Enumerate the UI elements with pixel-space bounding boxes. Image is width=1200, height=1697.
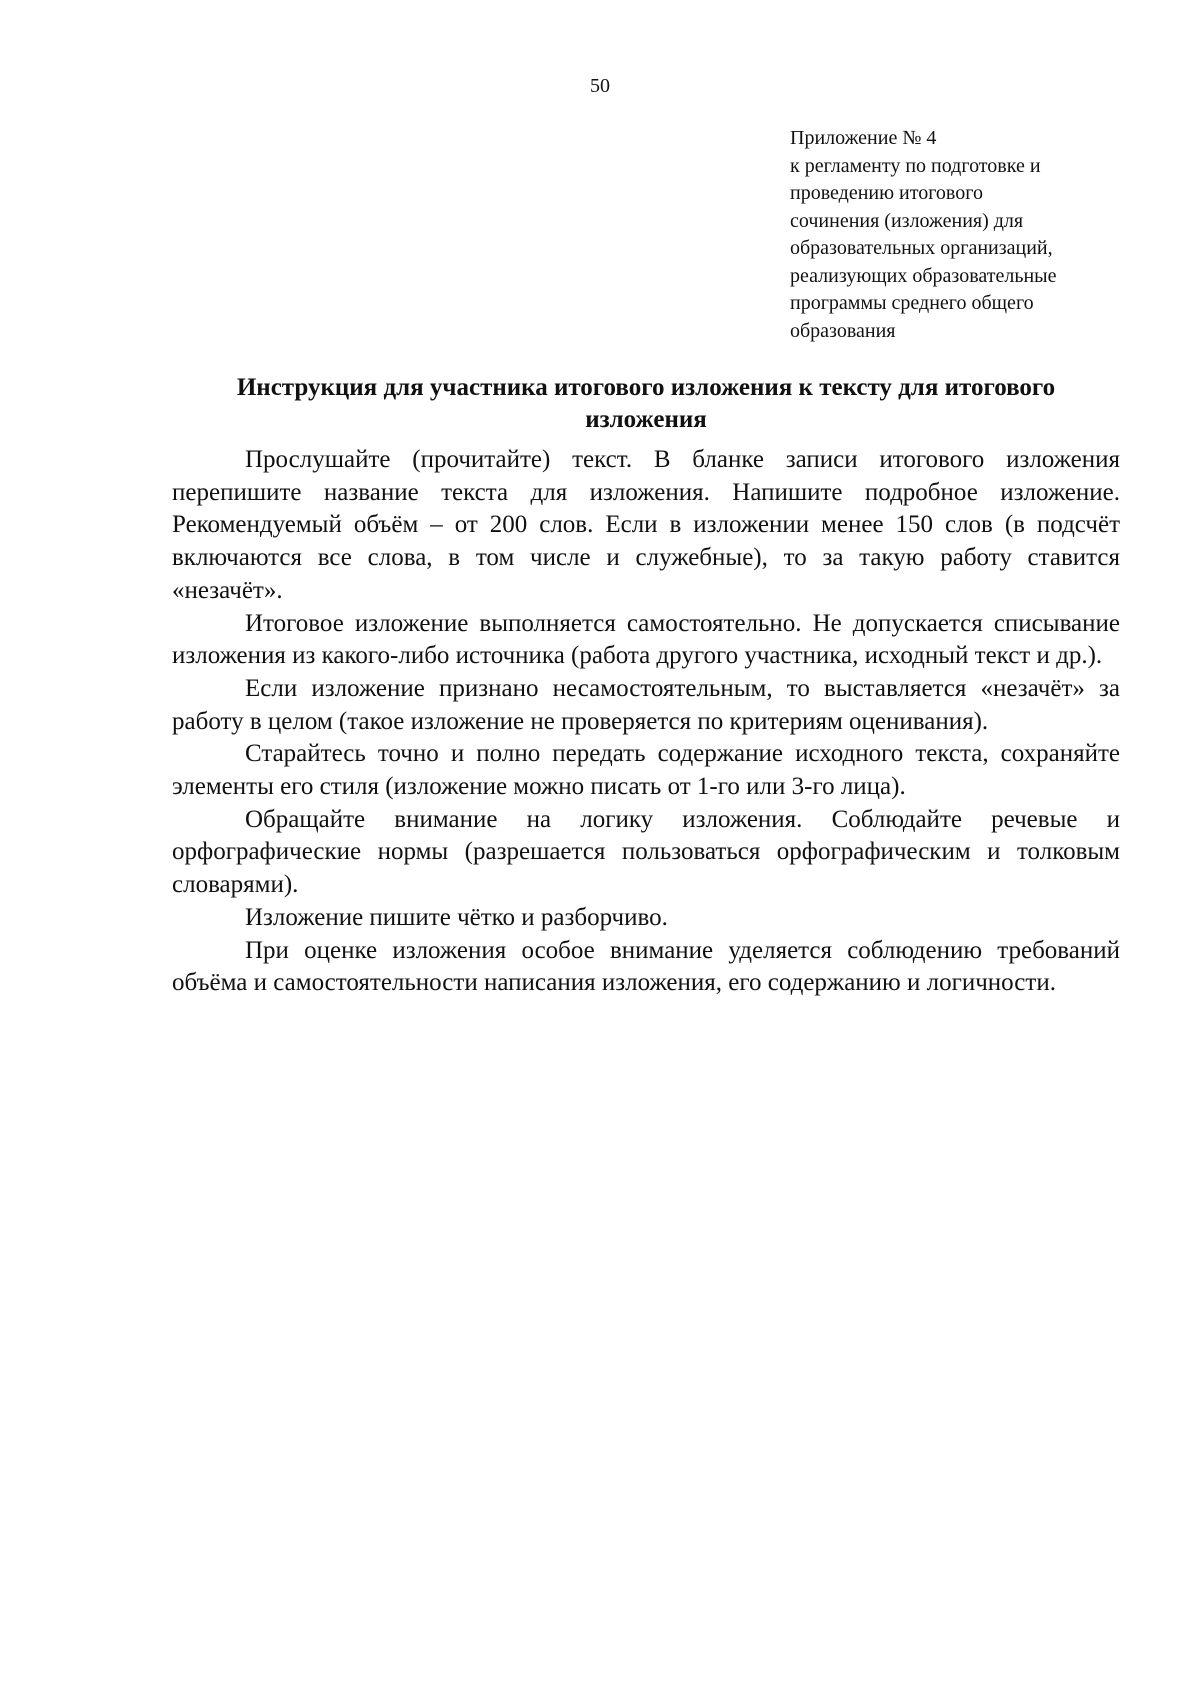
appendix-line: образовательных организаций, [790, 237, 1053, 259]
paragraph: Прослушайте (прочитайте) текст. В бланке записи итогового изложения перепишите название текста для изложения. Напишите подробное изложение. Рекомендуемый объём – от 200 слов. Если в изложении менее 150 слов (в подсчёт включаются все слова, в том числе и служебные), то за такую работу ставится «незачёт». [172, 446, 1120, 604]
appendix-line: образования [790, 319, 896, 342]
appendix-line: к регламенту по подготовке и [790, 154, 1041, 177]
paragraph: При оценке изложения особое внимание уделяется соблюдению требований объёма и самостоятельности написания изложения, его содержанию и логичности. [172, 936, 1120, 997]
instruction-body [172, 444, 1120, 1000]
paragraph: Если изложение признано несамостоятельным, то выставляется «незачёт» за работу в целом (такое изложение не проверяется по критериям оценивания). [172, 674, 1120, 735]
page-number: 50 [590, 75, 610, 97]
paragraph: Обращайте внимание на логику изложения. Соблюдайте речевые и орфографические нормы (разрешается пользоваться орфографическим и толковым словарями). [172, 805, 1120, 899]
appendix-line: программы среднего общего [790, 292, 1034, 314]
paragraph: Итоговое изложение выполняется самостоятельно. Не допускается списывание изложения из какого-либо источника (работа другого участника, исходный текст и др.). [172, 609, 1120, 670]
paragraph: Изложение пишите чётко и разборчиво. [245, 903, 668, 931]
appendix-line: Приложение № 4 [790, 127, 937, 149]
appendix-line: реализующих образовательные [790, 264, 1057, 287]
paragraph: Старайтесь точно и полно передать содержание исходного текста, сохраняйте элементы его стиля (изложение можно писать от 1-го или 3-го лица). [172, 740, 1120, 801]
document-title-line: Инструкция для участника итогового изложения к тексту для итогового [236, 374, 1056, 401]
document-title [172, 372, 1120, 436]
appendix-line: проведению итогового [790, 182, 983, 204]
document-title-line: изложения [585, 406, 707, 433]
appendix-line: сочинения (изложения) для [790, 209, 1024, 232]
appendix-note [790, 125, 1130, 345]
